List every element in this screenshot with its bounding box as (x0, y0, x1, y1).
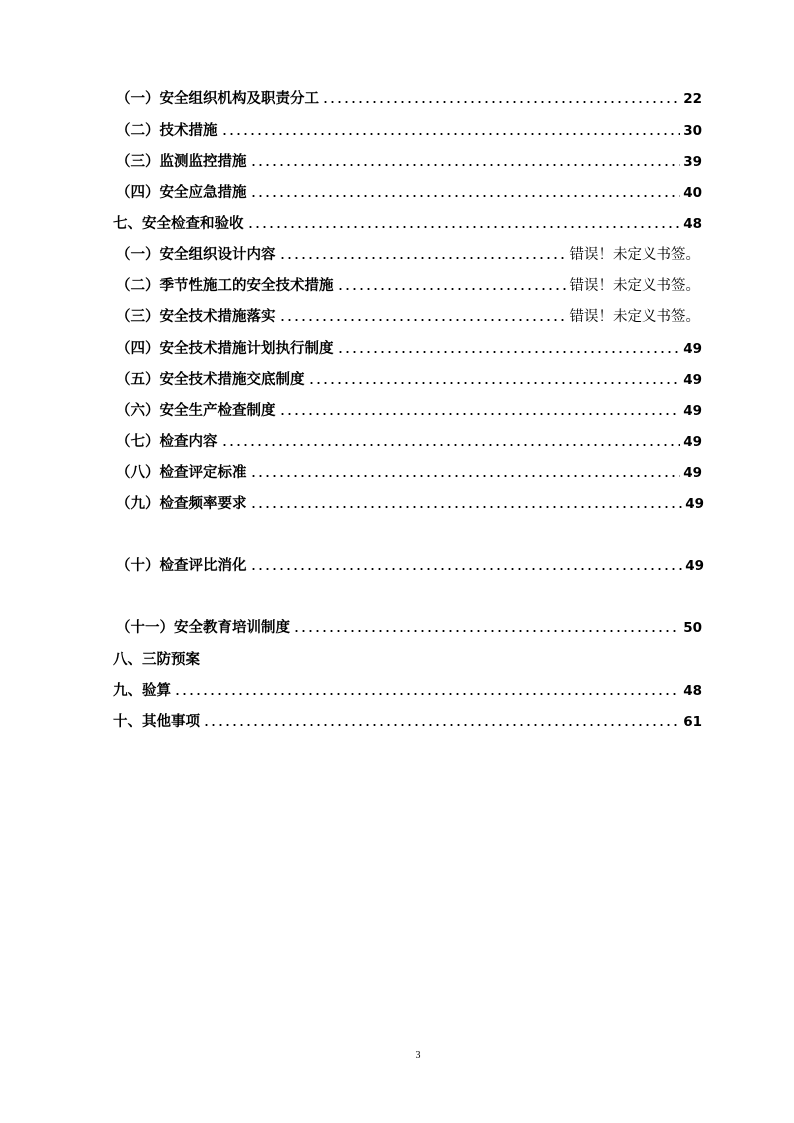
toc-entry[interactable] (116, 118, 702, 140)
toc-entry-page: 错误！未定义书签。 (569, 247, 700, 263)
toc-entry-title: 八、三防预案 (113, 652, 200, 668)
toc-entry-page: 22 (683, 91, 702, 107)
toc-entry-page: 50 (683, 620, 702, 636)
toc-entry-title: （六）安全生产检查制度 (116, 403, 276, 419)
toc-entry-page: 49 (685, 496, 704, 512)
toc-entry[interactable] (116, 304, 700, 326)
toc-entry-page: 30 (683, 123, 702, 139)
toc-entry[interactable] (113, 678, 702, 700)
toc-entry-title: （三）监测监控措施 (116, 154, 247, 170)
toc-dot-leader (308, 380, 681, 386)
toc-entry-title: （十）检查评比消化 (116, 558, 247, 574)
toc-entry-page: 48 (683, 216, 702, 232)
toc-entry[interactable] (116, 553, 704, 575)
toc-dot-leader (250, 162, 681, 168)
toc-entry[interactable] (116, 491, 704, 513)
toc-dot-leader (250, 473, 681, 479)
toc-entry[interactable] (113, 211, 702, 233)
toc-entry-page: 61 (683, 714, 702, 730)
toc-entry[interactable] (116, 615, 702, 637)
toc-dot-leader (337, 349, 681, 355)
toc-entry-title: 十、其他事项 (113, 714, 200, 730)
toc-entry-title: （二）季节性施工的安全技术措施 (116, 278, 334, 294)
toc-dot-leader (279, 317, 567, 323)
toc-entry[interactable] (116, 429, 702, 451)
toc-entry[interactable] (116, 86, 702, 108)
toc-entry-title: （四）安全技术措施计划执行制度 (116, 341, 334, 357)
toc-dot-leader (250, 504, 683, 510)
toc-entry-title: 七、安全检查和验收 (113, 216, 244, 232)
toc-dot-leader (293, 628, 680, 634)
toc-entry[interactable] (116, 149, 702, 171)
toc-dot-leader (250, 193, 681, 199)
toc-entry[interactable] (116, 242, 700, 264)
toc-entry-page: 错误！未定义书签。 (569, 309, 700, 325)
toc-dot-leader (221, 131, 681, 137)
toc-entry-page: 49 (683, 465, 702, 481)
toc-entry-title: （十一）安全教育培训制度 (116, 620, 290, 636)
toc-entry-page: 49 (685, 558, 704, 574)
toc-dot-leader (337, 286, 567, 292)
toc-entry[interactable] (116, 273, 700, 295)
toc-entry-page: 48 (683, 683, 702, 699)
toc-entry-title: （一）安全组织设计内容 (116, 247, 276, 263)
toc-entry-page: 39 (683, 154, 702, 170)
toc-entry[interactable] (116, 460, 702, 482)
toc-entry-title: （四）安全应急措施 (116, 185, 247, 201)
toc-entry[interactable] (113, 647, 313, 669)
toc-entry-title: （九）检查频率要求 (116, 496, 247, 512)
toc-entry-page: 49 (683, 403, 702, 419)
toc-entry-page: 49 (683, 434, 702, 450)
toc-entry[interactable] (116, 180, 702, 202)
page-number: 3 (415, 1050, 421, 1061)
toc-dot-leader (203, 722, 680, 728)
toc-entry-title: （八）检查评定标准 (116, 465, 247, 481)
toc-entry-title: （一）安全组织机构及职责分工 (116, 91, 319, 107)
toc-entry[interactable] (113, 709, 702, 731)
toc-dot-leader (250, 566, 683, 572)
toc-entry-title: （二）技术措施 (116, 123, 218, 139)
toc-entry-title: （七）检查内容 (116, 434, 218, 450)
toc-entry[interactable] (116, 336, 702, 358)
toc-dot-leader (322, 99, 680, 105)
toc-entry-title: （三）安全技术措施落实 (116, 309, 276, 325)
toc-dot-leader (279, 411, 681, 417)
toc-entry-page: 40 (683, 185, 702, 201)
toc-dot-leader (174, 691, 680, 697)
toc-dot-leader (247, 224, 681, 230)
toc-entry[interactable] (116, 398, 702, 420)
toc-entry-page: 错误！未定义书签。 (569, 278, 700, 294)
toc-entry-title: 九、验算 (113, 683, 171, 699)
toc-dot-leader (221, 442, 681, 448)
toc-dot-leader (279, 255, 567, 261)
toc-entry[interactable] (116, 367, 702, 389)
toc-entry-title: （五）安全技术措施交底制度 (116, 372, 305, 388)
toc-entry-page: 49 (683, 372, 702, 388)
toc-entry-page: 49 (683, 341, 702, 357)
